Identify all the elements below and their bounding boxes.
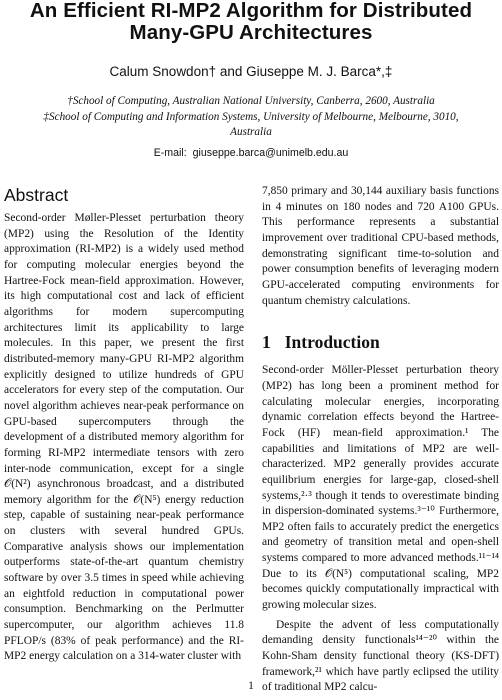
paper-title: [0, 0, 502, 44]
intro-paragraph-2: Despite the advent of less computationally demanding density functionals¹⁴⁻²⁰ within the Kohn-Sham density functional theory (KS-DFT) framework,²¹ which have partly eclipsed the utility of traditional MP2 calcu-: [262, 618, 499, 694]
right-column: [262, 184, 499, 696]
abstract-text: Second-order Møller-Plesset perturbation theory (MP2) using the Resolution of the Identity approximation (RI-MP2) is a widely used method for computing molecular energies beyond the Hartree-Fock mean-field approximation. However, its high computational cost and lack of efficient algorithms for modern supercomputing architectures limit its applicability to large molecules. In this paper, we present the first distributed-memory many-GPU RI-MP2 algorithm explicitly designed to utilize hundreds of GPU accelerators for every step of the computation. Our novel algorithm achieves near-peak performance on GPU-based supercomputers through the development of a distributed memory algorithm for forming RI-MP2 intermediate tensors with zero inter-node communication, except for a single 𝒪(N²) asynchronous broadcast, and a distributed memory algorithm for the 𝒪(N⁵) energy reduction step, capable of sustaining near-peak performance on clusters with several hundred GPUs. Comparative analysis shows our implementation outperforms state-of-the-art quantum chemistry software by over 3.5 times in speed while achieving an eightfold reduction in computational power consumption. Benchmarking on the Perlmutter supercomputer, our algorithm achieves 11.8 PFLOP/s (83% of peak performance) and the RI-MP2 energy calculation on a 314-water cluster with: [4, 212, 244, 663]
affiliation-1: †School of Computing, Australian National University, Canberra, 2600, Australia: [67, 95, 435, 107]
left-column: [4, 184, 244, 665]
contact-email: [0, 146, 502, 160]
title-line-2: Many-GPU Architectures: [129, 21, 373, 44]
affiliation-2: ‡School of Computing and Information Systems, University of Melbourne, Melbourne, 3010, Australia: [43, 111, 459, 138]
email-address: giuseppe.barca@unimelb.edu.au: [192, 147, 349, 159]
abstract-text-continued: 7,850 primary and 30,144 auxiliary basis functions in 4 minutes on 180 nodes and 720 A100 GPUs. This performance represents a substantial improvement over traditional CPU-based methods, demonstrating significant time-to-solution and power consumption benefits of leveraging modern GPU-accelerated computing environments for quantum chemistry calculations.: [262, 185, 499, 307]
abstract-continuation-space: [262, 184, 499, 309]
title-line-1: An Efficient RI-MP2 Algorithm for Distributed: [29, 0, 473, 22]
page-number: 1: [248, 680, 254, 692]
author-list: Calum Snowdon† and Giuseppe M. J. Barca*,‡: [109, 64, 393, 79]
section-heading: [262, 331, 499, 353]
section-title: Introduction: [284, 332, 380, 353]
intro-paragraph-1: Second-order Möller-Plesset perturbation theory (MP2) has long been a prominent method for calculating molecular energies, incorporating dynamic correlation effects beyond the Hartree-Fock (HF) mean-field approximation.¹ The capabilities and limitations of MP2 are well-characterized. MP2 generally provides accurate equilibrium energies for large-gap, closed-shell systems,²·³ though it tends to overestimate binding in dispersion-dominated systems.³⁻¹⁰ Furthermore, MP2 often fails to accurately predict the energetics and geometry of transition metal and open-shell systems compared to more advanced methods.¹¹⁻¹⁴ Due to its 𝒪(N⁵) computational scaling, MP2 becomes quickly computationally impractical with growing molecular sizes.: [262, 364, 499, 612]
abstract-heading: Abstract: [4, 185, 69, 205]
section-number: 1: [262, 332, 271, 353]
email-label: E-mail:: [153, 147, 187, 159]
